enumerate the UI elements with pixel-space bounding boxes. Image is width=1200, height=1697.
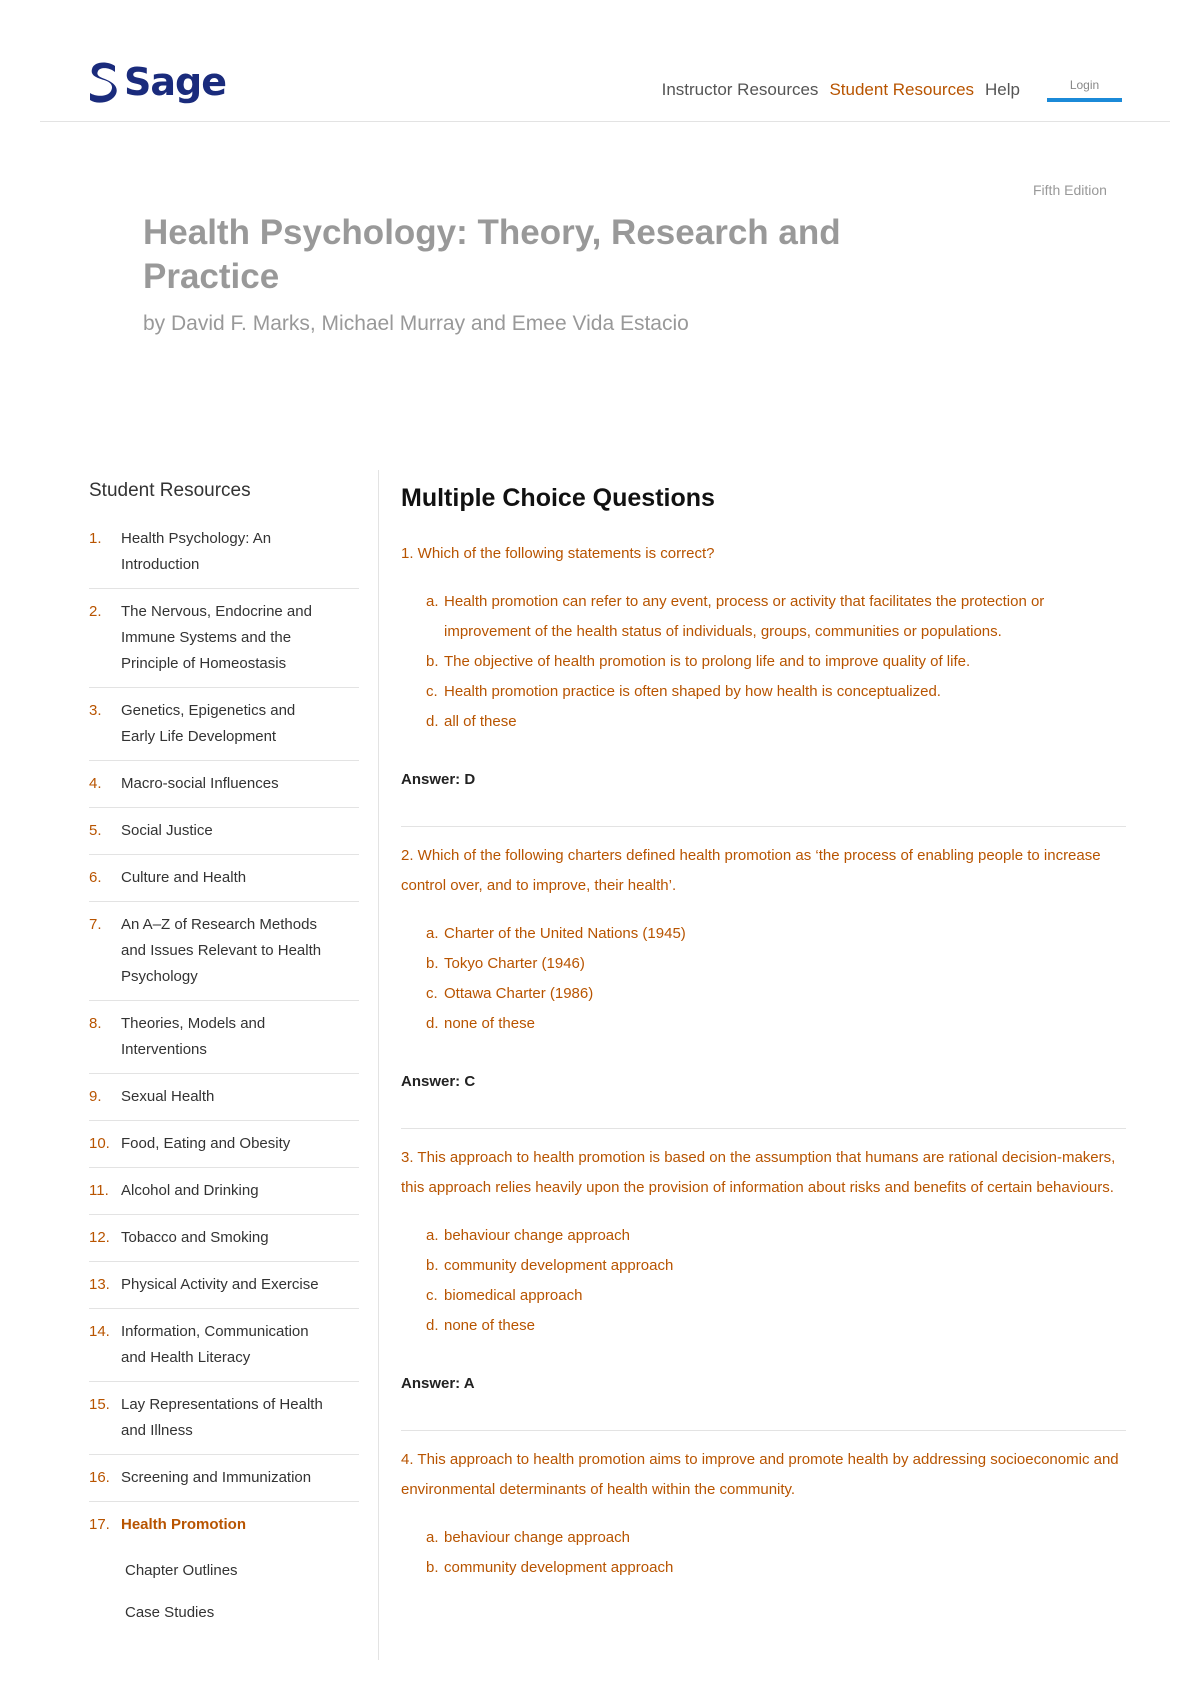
chapter-item[interactable]: 4. Macro-social Influences [89,771,359,808]
option-item: c. Health promotion practice is often shaped by how health is conceptualized. [426,683,941,700]
question-block [401,1143,1126,1431]
chapter-item[interactable]: 12. Tobacco and Smoking [89,1225,359,1262]
option-item: b. The objective of health promotion is to prolong life and to improve quality of life. [426,653,971,670]
book-authors: by David F. Marks, Michael Murray and Emee Vida Estacio [143,312,689,335]
chapter-item[interactable]: 9. Sexual Health [89,1084,359,1121]
question-text: 2. Which of the following charters defined health promotion as ‘the process of enabling people to increase control over, and to improve, their health’. [401,847,1101,894]
chapter-item[interactable]: 3. Genetics, Epigenetics and Early Life Development [89,698,359,761]
option-item: a. Health promotion can refer to any event, process or activity that facilitates the protection or improvement of the health status of individuals, groups, communities or populations. [426,593,1045,640]
nav-instructor-resources[interactable]: Instructor Resources [661,80,819,99]
chapter-list [89,526,359,1548]
sidebar [89,480,359,1642]
option-item: b. Tokyo Charter (1946) [426,955,585,972]
option-item: c. Ottawa Charter (1986) [426,985,594,1002]
option-list [401,587,1126,737]
chapter-title: An A–Z of Research Methods and Issues Relevant to Health Psychology [121,916,322,985]
chapter-item[interactable]: 14. Information, Communication and Health Literacy [89,1319,359,1382]
chapter-title: Physical Activity and Exercise [121,1276,319,1293]
login-button[interactable]: Login [1047,78,1122,102]
vertical-divider [378,470,379,1660]
content-title: Multiple Choice Questions [401,484,715,512]
chapter-item[interactable]: 11. Alcohol and Drinking [89,1178,359,1215]
subitem-chapter-outlines[interactable]: Chapter Outlines [125,1562,238,1579]
question-block [401,1445,1126,1583]
main-content [401,484,1126,1617]
top-nav [662,78,1122,102]
option-item: a. Charter of the United Nations (1945) [426,925,686,942]
answer-label: Answer: C [401,1073,476,1090]
nav-student-resources[interactable]: Student Resources [829,80,975,99]
option-list [401,1221,1126,1341]
chapter-title: Health Promotion [121,1516,247,1533]
chapter-title: The Nervous, Endocrine and Immune Systems and the Principle of Homeostasis [121,603,312,672]
option-item: b. community development approach [426,1257,674,1274]
chapter-title: Culture and Health [121,869,247,886]
option-list [401,1523,1126,1583]
chapter-title: Sexual Health [121,1088,215,1105]
chapter-item[interactable]: 16. Screening and Immunization [89,1465,359,1502]
sage-logo[interactable] [88,60,226,104]
book-title: Health Psychology: Theory, Research and Practice [143,213,841,296]
option-item: d. all of these [426,713,517,730]
chapter-title: Macro-social Influences [121,775,279,792]
option-item: d. none of these [426,1317,535,1334]
chapter-item[interactable]: 5. Social Justice [89,818,359,855]
chapter-title: Social Justice [121,822,213,839]
chapter-title: Screening and Immunization [121,1469,312,1486]
chapter-item[interactable]: 7. An A–Z of Research Methods and Issues Relevant to Health Psychology [89,912,359,1001]
chapter-title: Health Psychology: An Introduction [121,530,272,573]
question-text: 1. Which of the following statements is correct? [401,545,715,562]
question-text: 4. This approach to health promotion aims to improve and promote health by addressing socioeconomic and environmental determinants of health within the community. [401,1451,1119,1498]
option-item: a. behaviour change approach [426,1529,630,1546]
nav-help[interactable]: Help [985,80,1020,99]
chapter-item-active[interactable]: 17. Health Promotion [89,1512,359,1548]
question-text: 3. This approach to health promotion is based on the assumption that humans are rational decision-makers, this approach relies heavily upon the provision of information about risks and benefits of certain behaviours. [401,1149,1116,1196]
site-header [40,0,1170,122]
chapter-title: Tobacco and Smoking [121,1229,269,1246]
sage-s-icon [88,61,118,103]
chapter-subitems [89,1558,359,1626]
chapter-title: Alcohol and Drinking [121,1182,259,1199]
chapter-title: Lay Representations of Health and Illness [121,1396,323,1439]
brand-name: Sage [124,60,226,104]
chapter-item[interactable]: 8. Theories, Models and Interventions [89,1011,359,1074]
answer-label: Answer: A [401,1375,475,1392]
chapter-title: Theories, Models and Interventions [121,1015,266,1058]
question-block [401,841,1126,1129]
sidebar-heading: Student Resources [89,480,251,501]
chapter-title: Food, Eating and Obesity [121,1135,291,1152]
question-block [401,539,1126,827]
chapter-item[interactable]: 2. The Nervous, Endocrine and Immune Systems and the Principle of Homeostasis [89,599,359,688]
option-item: d. none of these [426,1015,535,1032]
chapter-item[interactable]: 6. Culture and Health [89,865,359,902]
chapter-title: Genetics, Epigenetics and Early Life Development [121,702,296,745]
chapter-item[interactable]: 1. Health Psychology: An Introduction [89,526,359,589]
option-list [401,919,1126,1039]
edition-label: Fifth Edition [1033,182,1107,198]
answer-label: Answer: D [401,771,476,788]
option-item: b. community development approach [426,1559,674,1576]
chapter-item[interactable]: 10. Food, Eating and Obesity [89,1131,359,1168]
chapter-title: Information, Communication and Health Literacy [121,1323,309,1366]
chapter-item[interactable]: 15. Lay Representations of Health and Illness [89,1392,359,1455]
subitem-case-studies[interactable]: Case Studies [125,1604,215,1621]
chapter-item[interactable]: 13. Physical Activity and Exercise [89,1272,359,1309]
option-item: c. biomedical approach [426,1287,583,1304]
option-item: a. behaviour change approach [426,1227,630,1244]
